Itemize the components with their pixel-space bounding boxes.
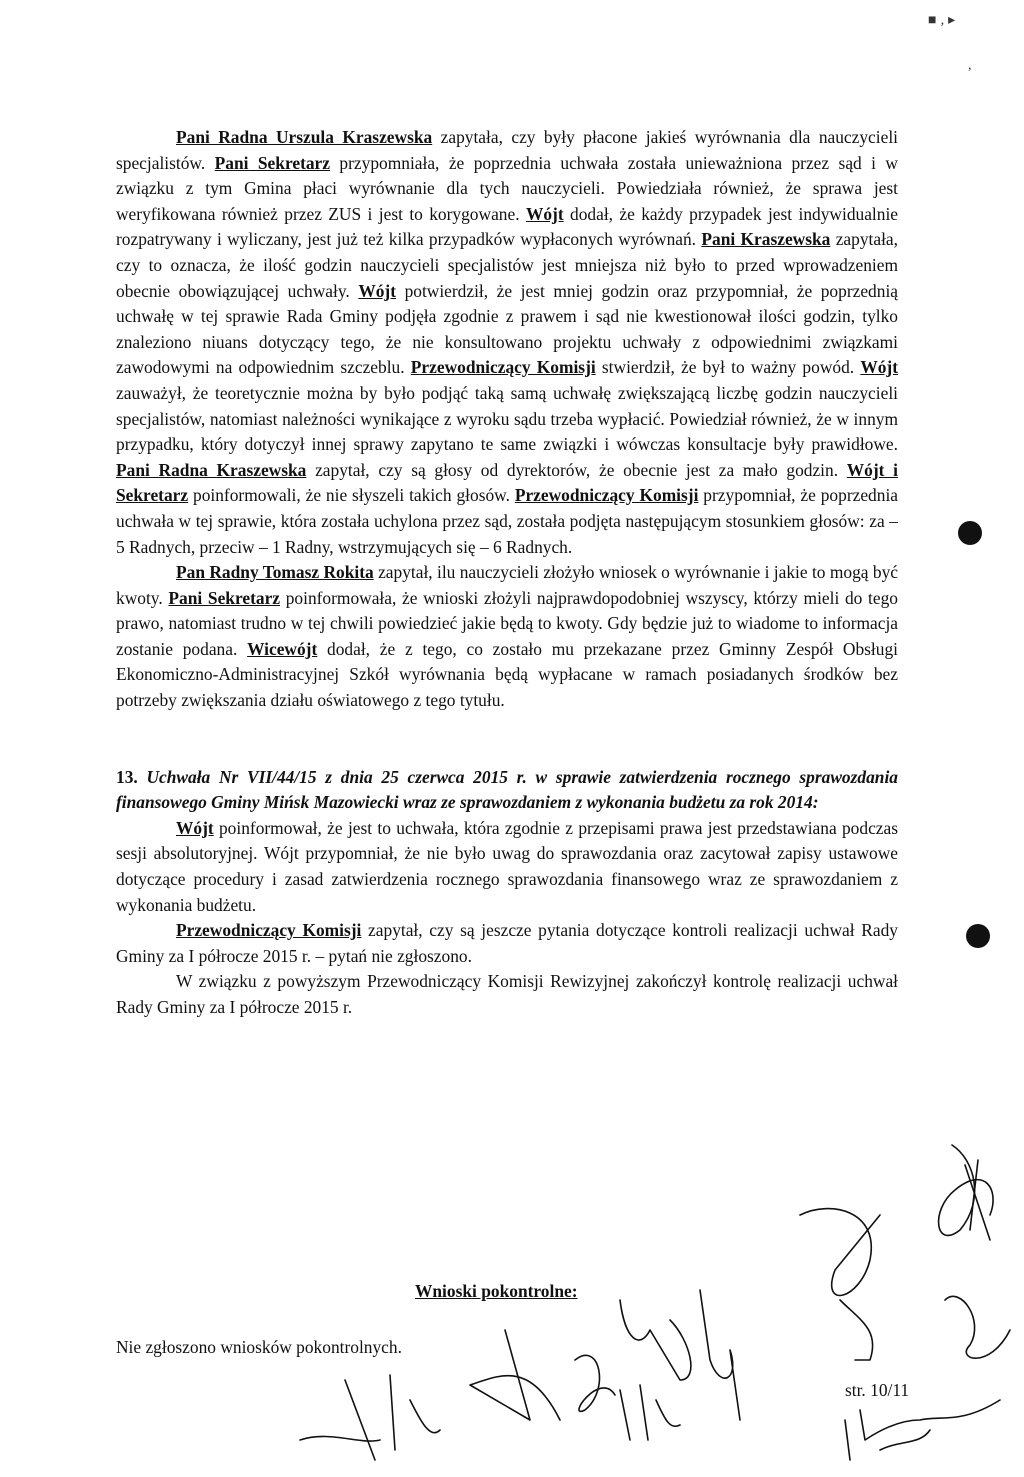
speaker-name: Pani Radna Kraszewska [116, 459, 307, 480]
signature [470, 1330, 560, 1420]
spacer [116, 714, 898, 765]
page-number: str. 10/11 [845, 1380, 910, 1400]
paragraph-text: dodał, że z tego, co zostało mu przekazane przez Gminny Zespół Obsługi Ekonomiczno-Administracyjnej Szkół wyrównania będą wypłacane w ramach posiadanych środków bez potrzeby zwiększania działu oświatowego z tego tytułu. [116, 638, 898, 711]
scan-speck: ■ ‚ ▸ [928, 13, 956, 28]
paragraph-text: zapytała, czy były płacone jakieś wyrównania dla nauczycieli specjalistów. [116, 127, 898, 173]
paragraph-text: zapytał, czy są jeszcze pytania dotyczące kontroli realizacji uchwał Rady Gminy za I półrocze 2015 r. – pytań nie zgłoszono. [116, 920, 898, 966]
paragraph-text: poinformowała, że wnioski złożyli najprawdopodobniej wszyscy, którzy mieli do tego prawo, natomiast trudno w tej chwili powiedzieć jakie będą to kwoty. Gdy będzie już to wiadome to informacja zostanie podana. [116, 587, 898, 659]
section-title: Uchwała Nr VII/44/15 z dnia 25 czerwca 2015 r. w sprawie zatwierdzenia rocznego sprawozdania finansowego Gminy Mińsk Mazowiecki wraz ze sprawozdaniem z wykonania budżetu za rok 2014: [116, 766, 898, 813]
speaker-name: Pani Kraszewska [701, 229, 831, 250]
speaker-name: Wójt [358, 280, 396, 301]
hole-punch-mark [966, 924, 990, 948]
paragraph-text: zapytał, czy są głosy od dyrektorów, że obecnie jest za mało godzin. [306, 459, 847, 480]
speaker-name: Pani Sekretarz [214, 152, 330, 173]
signature [880, 1430, 930, 1450]
section-number: 13. [116, 766, 138, 787]
signature [620, 1300, 691, 1380]
speaker-name: Pani Sekretarz [168, 587, 281, 608]
paragraph [116, 918, 898, 969]
signature [945, 1296, 1010, 1358]
paragraph-text: przypomniał, że poprzednia uchwała w tej sprawie, która została uchylona przez sąd, została podjęta następującym stosunkiem głosów: za – 5 Radnych, przeciw – 1 Radny, wstrzymujących się – 6 Radnych. [116, 485, 898, 557]
paragraph-text: zauważył, że teoretycznie można by było podjąć taką samą uchwałę zwiększającą liczbę godzin nauczycieli specjalistów, natomiast należności wynikające z wyroku sądu trzeba wypłacić. Powiedział również, że w innym przypadku, który dotyczył innej sprawy zapytano te same związki i wówczas konsultacje były prawidłowe. [116, 382, 898, 455]
signature [845, 1400, 1000, 1460]
signature [700, 1290, 740, 1420]
paragraph-text: poinformowali, że nie słyszeli takich głosów. [188, 485, 515, 506]
signature [840, 1300, 873, 1360]
speaker-name: Wicewójt [247, 638, 318, 659]
paragraph-text: stwierdził, że był to ważny powód. [595, 357, 861, 378]
signature [345, 1375, 440, 1460]
paragraph-text: potwierdził, że jest mniej godzin oraz przypomniał, że poprzednią uchwałę w tej sprawie Rada Gminy podjęła zgodnie z prawem i sąd nie kwestionował ilości godzin, tylko znaleziono niuans dotyczący tego, że nie konsultowano projektu uchwały z odpowiednimi związkami zawodowymi na odpowiednim szczeblu. [116, 280, 898, 378]
paragraph-text: dodał, że każdy przypadek jest indywidualnie rozpatrywany i wyliczany, jest już też kilka przypadków wypłaconych wyrównań. [116, 203, 898, 250]
signature [939, 1145, 994, 1235]
speaker-name: Przewodniczący Komisji [514, 485, 699, 506]
paragraph [116, 816, 898, 918]
section-heading [116, 765, 898, 816]
scan-speck: , [968, 58, 972, 73]
speaker-name: Przewodniczący Komisji [176, 920, 362, 941]
speaker-name: Wójt [860, 357, 899, 378]
speaker-name: Wójt [176, 817, 214, 838]
paragraph-text: zapytał, ilu nauczycieli złożyło wniosek o wyrównanie i jakie to mogą być kwoty. [116, 562, 898, 608]
paragraph [116, 560, 898, 714]
speaker-name: Wójt [525, 203, 564, 224]
signature [575, 1355, 615, 1411]
speaker-name: Pan Radny Tomasz Rokita [176, 562, 374, 583]
paragraph-text: poinformował, że jest to uchwała, która zgodnie z przepisami prawa jest przedstawiana podczas sesji absolutoryjnej. Wójt przypomniał, że nie było uwag do sprawozdania oraz zacytował zapisy ustawowe dotyczące procedury i zasad zatwierdzenia rocznego sprawozdania finansowego wraz ze sprawozdaniem z wykonania budżetu. [116, 817, 898, 915]
speaker-name: Pani Radna Urszula Kraszewska [176, 127, 433, 147]
paragraph [116, 125, 898, 560]
hole-punch-mark [958, 521, 982, 545]
paragraph-text: przypomniała, że poprzednia uchwała została unieważniona przez sąd i w związku z tym Gmina płaci wyrównanie dla tych nauczycieli. Powiedziała również, że sprawa jest weryfikowana również przez ZUS i jest to korygowane. [116, 152, 898, 224]
signature [965, 1160, 990, 1240]
signature [620, 1385, 680, 1440]
paragraph-text: W związku z powyższym Przewodniczący Komisji Rewizyjnej zakończył kontrolę realizacji uchwał Rady Gminy za I półrocze 2015 r. [116, 971, 898, 1017]
signature [800, 1209, 880, 1296]
speaker-name: Przewodniczący Komisji [410, 357, 596, 378]
paragraph [116, 969, 898, 1020]
paragraph-text: zapytała, czy to oznacza, że ilość godzin nauczycieli specjalistów jest mniejsza niż było to przed wprowadzeniem obecnie obowiązującej uchwały. [116, 229, 898, 301]
speaker-name: Wójt i Sekretarz [116, 459, 898, 506]
conclusions-heading: Wnioski pokontrolne: [415, 1281, 578, 1301]
signature [300, 1436, 380, 1441]
conclusions-text: Nie zgłoszono wniosków pokontrolnych. [116, 1337, 402, 1357]
document-body [116, 125, 898, 1021]
